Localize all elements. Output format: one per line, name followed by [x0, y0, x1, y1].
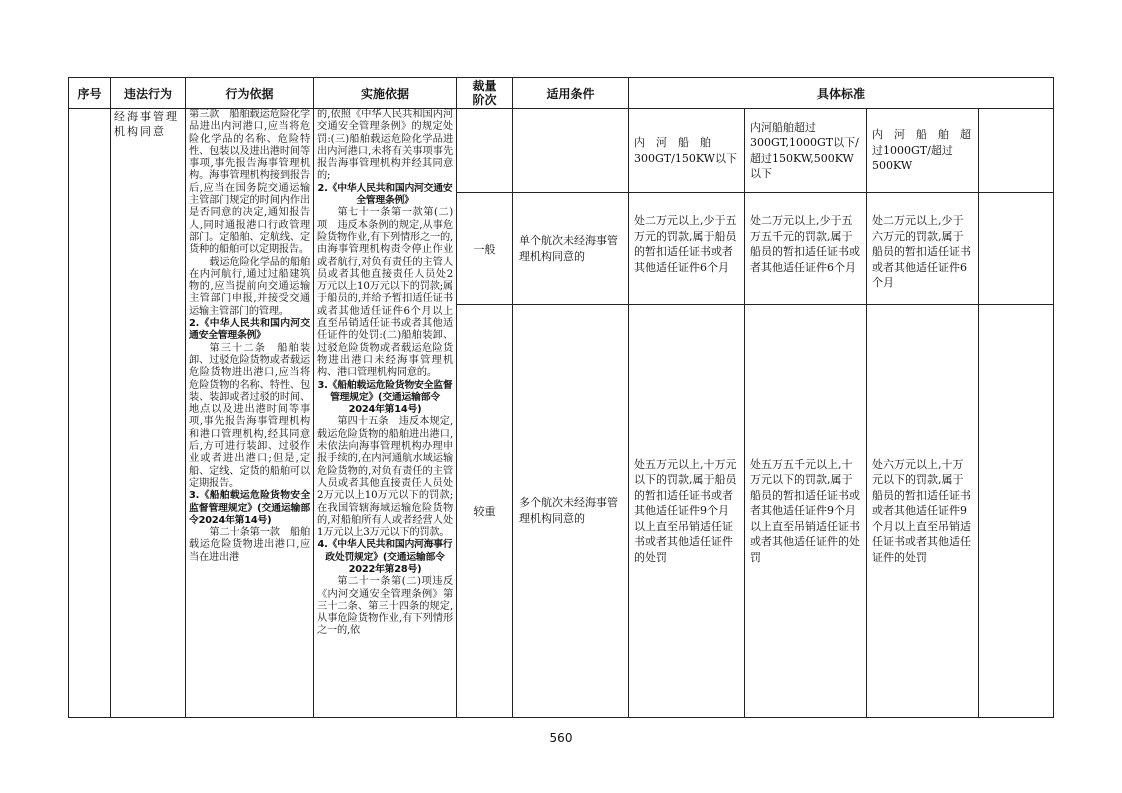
- header-level: [457, 78, 513, 109]
- standard-cell: 处五万五千元以上,十万元以下的罚款,属于船员的暂扣适任证书或者其他适任证件9个月以上直至吊销适任证书或者其他适任证件的处罚: [745, 305, 867, 718]
- basis-regulation-title: 3.《船舶载运危险货物安全监督管理规定》(交通运输部令2024年第14号): [189, 490, 310, 526]
- standard-cell: 处二万元以上,少于五万五千元的罚款,属于船员的暂扣适任证书或者其他适任证件6个月: [745, 193, 867, 305]
- table-row: [69, 109, 1054, 193]
- penalty-standards-table: [68, 77, 1054, 718]
- standard-cell-empty: [979, 305, 1054, 718]
- basis-paragraph: 第三十二条 船舶装卸、过驳危险货物或者载运危险货物进出港口,应当将危险货物的名称、特性、包装、装卸或者过驳的时间、地点以及进出港时间等事项,事先报告海事管理机构和港口管理机构,经其同意后,方可进行装卸、过驳作业或者进出港口;但是,定船、定线、定货的船舶可以定期报告。: [189, 342, 310, 489]
- impl-paragraph: 第二十一条第(二)项违反《内河交通安全管理条例》第三十二条、第三十四条的规定,从事危险货物作业,有下列情形之一的,依: [317, 576, 453, 637]
- standard-cell: 处二万元以上,少于五万元的罚款,属于船员的暂扣适任证书或者其他适任证件6个月: [629, 193, 745, 305]
- impl-paragraph: 第七十一条第一款第(二)项 违反本条例的规定,从事危险货物作业,有下列情形之一的,由海事管理机构责令停止作业或者航行,对负有责任的主管人员或者其他直接责任人员处2万元以上10万元以下的罚款;属于船员的,并给予暂扣适任证书或者其他适任证件6个月以上直至吊销适任证书或者其他适任证件的处罚:(二)船舶装卸、过驳危险货物或者载运危险货物进出港口未经海事管理机构、港口管理机构同意的。: [317, 207, 453, 379]
- header-row: [69, 78, 1054, 109]
- header-violation: 违法行为: [111, 78, 186, 109]
- header-level-line2: 阶次: [472, 93, 497, 107]
- header-implementation: 实施依据: [314, 78, 457, 109]
- standard-cell: 处二万元以上,少于六万元的罚款,属于船员的暂扣适任证书或者其他适任证件6个月: [867, 193, 979, 305]
- level-cell: 一般: [457, 193, 513, 305]
- header-standard: 具体标准: [629, 78, 1054, 109]
- header-level-line1: 裁量: [472, 79, 497, 93]
- basis-paragraph: 第二十条第一款 船舶载运危险货物进出港口,应当在进出港: [189, 527, 310, 563]
- standard-cell: 内 河 船 舶 超 过1000GT/超过500KW: [867, 109, 979, 193]
- impl-regulation-title: 2.《中华人民共和国内河交通安全管理条例》: [317, 182, 453, 207]
- header-condition: 适用条件: [513, 78, 629, 109]
- level-cell: [457, 109, 513, 193]
- standard-cell: 处五万元以上,十万元以下的罚款,属于船员的暂扣适任证书或者其他适任证件9个月以上直至吊销适任证书或者其他适任证件的处罚: [629, 305, 745, 718]
- standard-cell: 处六万元以上,十万元以下的罚款,属于船员的暂扣适任证书或者其他适任证件9个月以上直至吊销适任证书或者其他适任证件的处罚: [867, 305, 979, 718]
- standard-cell-empty: [979, 193, 1054, 305]
- seq-cell: [69, 109, 111, 718]
- standard-cell: 内 河 船 舶300GT/150KW以下: [629, 109, 745, 193]
- impl-paragraph: 的,依照《中华人民共和国内河交通安全管理条例》的规定处罚:(三)船舶载运危险化学品进出内河港口,未将有关事项事先报告海事管理机构并经其同意的;: [317, 109, 453, 182]
- header-basis: 行为依据: [186, 78, 314, 109]
- header-seq: 序号: [69, 78, 111, 109]
- condition-cell: 单个航次未经海事管理机构同意的: [513, 193, 629, 305]
- standard-cell-empty: [979, 109, 1054, 193]
- level-cell: 较重: [457, 305, 513, 718]
- basis-regulation-title: 2.《中华人民共和国内河交通安全管理条例》: [189, 318, 310, 342]
- standard-cell: 内河船舶超过300GT,1000GT以下/超过150KW,500KW以下: [745, 109, 867, 193]
- page-number: 560: [549, 731, 573, 745]
- implementation-cell: [314, 109, 457, 718]
- condition-cell: 多个航次未经海事管理机构同意的: [513, 305, 629, 718]
- impl-regulation-title: 3.《船舶载运危险货物安全监督管理规定》(交通运输部令2024年第14号): [317, 379, 453, 416]
- impl-regulation-title: 4.《中华人民共和国内河海事行政处罚规定》(交通运输部令2022年第28号): [317, 539, 453, 575]
- violation-cell: 经海事管理机构同意: [111, 109, 186, 718]
- basis-paragraph: 第三款 船舶载运危险化学品进出内河港口,应当将危险化学品的名称、危险特性、包装以及进出港时间等事项,事先报告海事管理机构。海事管理机构接到报告后,应当在国务院交通运输主管部门规定的时间内作出是否同意的决定,通知报告人,同时通报港口行政管理部门。定船舶、定航线、定货种的船舶可以定期报告。: [189, 109, 310, 256]
- condition-cell: [513, 109, 629, 193]
- basis-paragraph: 载运危险化学品的船舶在内河航行,通过过船建筑物的,应当提前向交通运输主管部门申报,并接受交通运输主管部门的管理。: [189, 256, 310, 317]
- impl-paragraph: 第四十五条 违反本规定,载运危险货物的船舶进出港口,未依法向海事管理机构办理申报手续的,在内河通航水域运输危险货物的,对负有责任的主管人员或者其他直接责任人员处2万元以上10万元以下的罚款;在我国管辖海域运输危险货物的,对船舶所有人或者经营人处1万元以上3万元以下的罚款。: [317, 416, 453, 539]
- basis-cell: [186, 109, 314, 718]
